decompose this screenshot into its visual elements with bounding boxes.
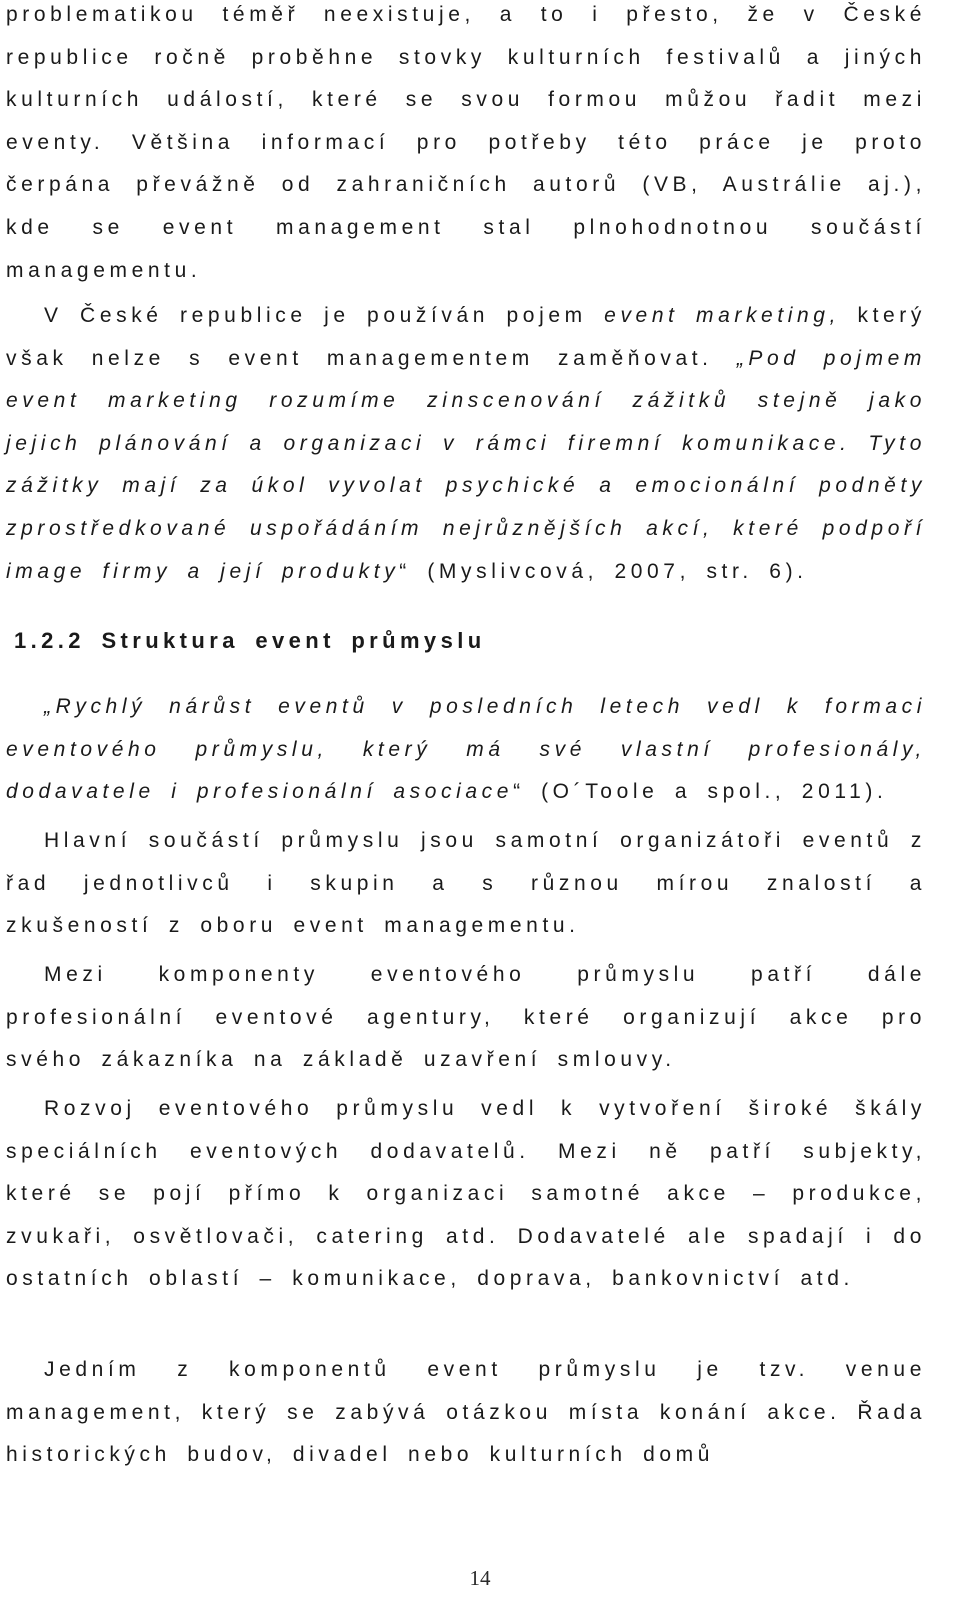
paragraph-2-quote: „Pod pojmem event marketing rozumíme zinscenování zážitků stejně jako jejich plánování a organizaci v rámci firemní komunikace. Tyto zážitky mají za úkol vyvolat psychické a emocionální podněty zprostředkované uspořádáním nejrůznějších akcí, které podpoří image firmy a její produkty	[6, 346, 926, 583]
paragraph-3-citation: “ (O´Toole a spol., 2011).	[513, 780, 888, 804]
paragraph-6: Rozvoj eventového průmyslu vedl k vytvoření široké škály speciálních eventových dodavatelů. Mezi ně patří subjekty, které se pojí přímo k organizaci samotné akce – produkce, zvukaři, osvětlovači, catering atd. Dodavatelé ale spadají i do ostatních oblastí – komunikace, doprava, bankovnictví atd.	[6, 1097, 926, 1291]
section-heading: 1.2.2 Struktura event průmyslu	[14, 628, 486, 653]
paragraph-4: Hlavní součástí průmyslu jsou samotní organizátoři eventů z řad jednotlivců i skupin a s různou mírou znalostí a zkušeností z oboru event managementu.	[6, 829, 926, 938]
paragraph-3-quote: „Rychlý nárůst eventů v posledních letech vedl k formaci eventového průmyslu, který má své vlastní profesionály, dodavatele i profesionální asociace	[6, 695, 926, 804]
paragraph-5: Mezi komponenty eventového průmyslu patří dále profesionální eventové agentury, které organizují akce pro svého zákazníka na základě uzavření smlouvy.	[6, 963, 926, 1072]
paragraph-2	[6, 295, 926, 593]
page-number: 14	[469, 1566, 491, 1590]
paragraph-2-text-c: který však nelze s event managementem zaměňovat.	[6, 304, 926, 370]
paragraph-2-citation: “ (Myslivcová, 2007, str. 6).	[399, 559, 808, 583]
paragraph-2-text-a: V České republice je používán pojem	[44, 304, 605, 327]
paragraph-3	[6, 686, 926, 814]
paragraph-1: problematikou téměř neexistuje, a to i přesto, že v České republice ročně proběhne stovky kulturních festivalů a jiných kulturních událostí, které se svou formou můžou řadit mezi eventy. Většina informací pro potřeby této práce je proto čerpána převážně od zahraničních autorů (VB, Austrálie aj.), kde se event management stal plnohodnotnou součástí managementu.	[6, 3, 926, 282]
paragraph-7: Jedním z komponentů event průmyslu je tzv. venue management, který se zabývá otázkou místa konání akce. Řada historických budov, divadel nebo kulturních domů	[6, 1358, 926, 1467]
paragraph-2-term: event marketing,	[604, 304, 841, 327]
